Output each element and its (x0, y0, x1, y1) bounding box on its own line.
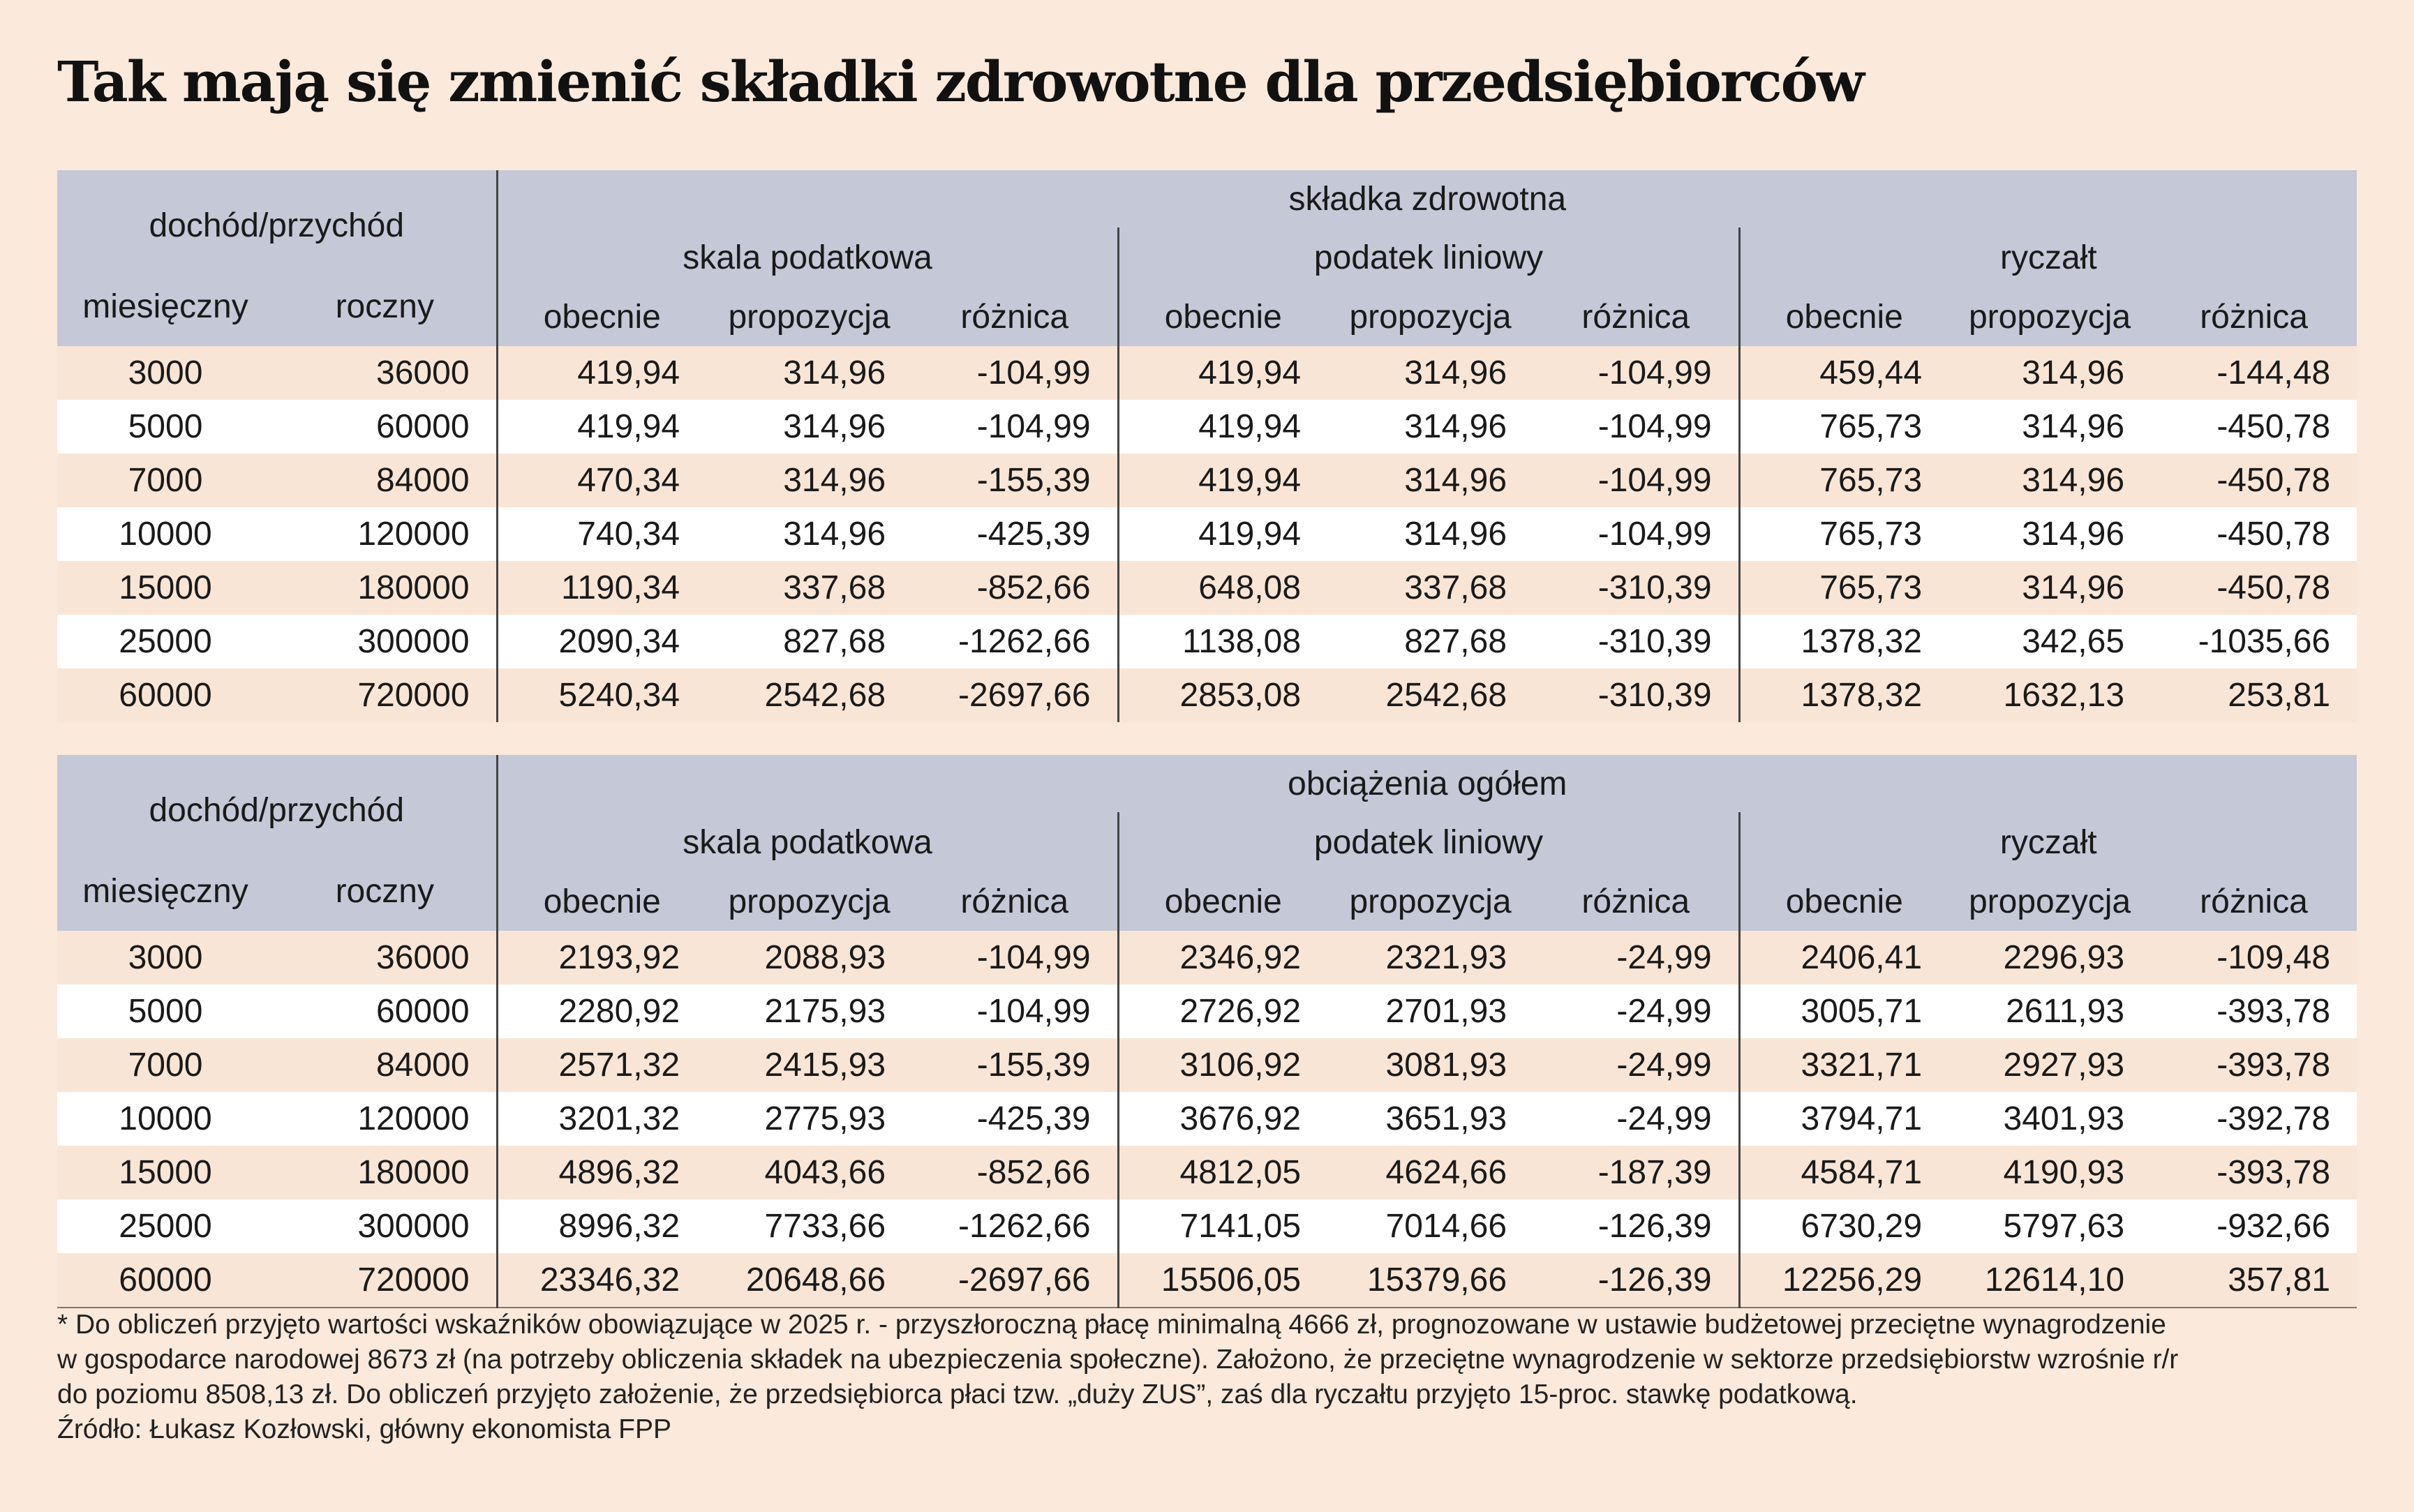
value-cell: -104,99 (912, 931, 1118, 985)
monthly-cell: 3000 (57, 931, 274, 985)
value-cell: -24,99 (1533, 1038, 1739, 1092)
income-header: dochód/przychód (57, 170, 497, 287)
value-cell: 2927,93 (1949, 1038, 2151, 1092)
yearly-cell: 120000 (274, 1092, 497, 1146)
yearly-cell: 720000 (274, 1253, 497, 1308)
value-cell: 2542,68 (706, 668, 912, 722)
value-cell: -104,99 (1533, 454, 1739, 507)
yearly-cell: 180000 (274, 561, 497, 615)
value-cell: -310,39 (1533, 615, 1739, 668)
col-propozycja: propozycja (1327, 287, 1533, 346)
monthly-cell: 60000 (57, 668, 274, 722)
value-cell: -187,39 (1533, 1146, 1739, 1199)
value-cell: 2701,93 (1327, 985, 1533, 1038)
table-row (57, 985, 2357, 1038)
value-cell: 2296,93 (1949, 931, 2151, 985)
value-cell: -1262,66 (912, 615, 1118, 668)
col-propozycja: propozycja (706, 872, 912, 931)
value-cell: -393,78 (2151, 985, 2357, 1038)
value-cell: 4190,93 (1949, 1146, 2151, 1199)
col-obecnie: obecnie (1739, 287, 1949, 346)
value-cell: -425,39 (912, 507, 1118, 561)
value-cell: 2853,08 (1118, 668, 1327, 722)
footnote-source: Źródło: Łukasz Kozłowski, główny ekonomista FPP (57, 1414, 672, 1444)
value-cell: 4584,71 (1739, 1146, 1949, 1199)
value-cell: 419,94 (497, 400, 706, 454)
value-cell: -450,78 (2151, 561, 2357, 615)
scheme-liniowy: podatek liniowy (1118, 227, 1739, 287)
value-cell: 7014,66 (1327, 1199, 1533, 1253)
value-cell: -393,78 (2151, 1038, 2357, 1092)
value-cell: -104,99 (912, 985, 1118, 1038)
value-cell: 6730,29 (1739, 1199, 1949, 1253)
value-cell: 2321,93 (1327, 931, 1533, 985)
table-row (57, 400, 2357, 454)
value-cell: 2088,93 (706, 931, 912, 985)
value-cell: 1378,32 (1739, 615, 1949, 668)
value-cell: -126,39 (1533, 1199, 1739, 1253)
value-cell: 4896,32 (497, 1146, 706, 1199)
value-cell: 15379,66 (1327, 1253, 1533, 1308)
table-row (57, 668, 2357, 722)
col-obecnie: obecnie (1118, 872, 1327, 931)
value-cell: 419,94 (1118, 400, 1327, 454)
value-cell: 740,34 (497, 507, 706, 561)
value-cell: 765,73 (1739, 561, 1949, 615)
value-cell: 3676,92 (1118, 1092, 1327, 1146)
page-title: Tak mają się zmienić składki zdrowotne dla przedsiębiorców (57, 49, 1863, 114)
scheme-skala: skala podatkowa (497, 812, 1118, 872)
scheme-ryczalt: ryczałt (1739, 227, 2357, 287)
value-cell: 12614,10 (1949, 1253, 2151, 1308)
value-cell: 3201,32 (497, 1092, 706, 1146)
value-cell: -1035,66 (2151, 615, 2357, 668)
value-cell: 7733,66 (706, 1199, 912, 1253)
value-cell: 314,96 (1327, 400, 1533, 454)
value-cell: 2542,68 (1327, 668, 1533, 722)
value-cell: 419,94 (1118, 346, 1327, 400)
value-cell: 3651,93 (1327, 1092, 1533, 1146)
value-cell: 314,96 (1327, 507, 1533, 561)
value-cell: 4812,05 (1118, 1146, 1327, 1199)
value-cell: 7141,05 (1118, 1199, 1327, 1253)
group-title: składka zdrowotna (497, 170, 2357, 227)
value-cell: -450,78 (2151, 454, 2357, 507)
value-cell: -24,99 (1533, 931, 1739, 985)
income-header: dochód/przychód (57, 755, 497, 872)
yearly-cell: 60000 (274, 400, 497, 454)
col-obecnie: obecnie (497, 872, 706, 931)
value-cell: 470,34 (497, 454, 706, 507)
total-burden-table (57, 755, 2357, 1308)
monthly-header: miesięczny (57, 287, 274, 346)
value-cell: 765,73 (1739, 507, 1949, 561)
value-cell: 419,94 (1118, 454, 1327, 507)
yearly-cell: 60000 (274, 985, 497, 1038)
col-propozycja: propozycja (1949, 872, 2151, 931)
monthly-cell: 25000 (57, 615, 274, 668)
value-cell: -104,99 (1533, 507, 1739, 561)
value-cell: -144,48 (2151, 346, 2357, 400)
value-cell: 2346,92 (1118, 931, 1327, 985)
value-cell: 2611,93 (1949, 985, 2151, 1038)
col-propozycja: propozycja (1327, 872, 1533, 931)
yearly-cell: 84000 (274, 454, 497, 507)
col-obecnie: obecnie (1739, 872, 1949, 931)
monthly-cell: 5000 (57, 400, 274, 454)
value-cell: 23346,32 (497, 1253, 706, 1308)
table-row (57, 1253, 2357, 1308)
table-row (57, 346, 2357, 400)
value-cell: 20648,66 (706, 1253, 912, 1308)
value-cell: 314,96 (706, 346, 912, 400)
value-cell: -852,66 (912, 561, 1118, 615)
value-cell: -393,78 (2151, 1146, 2357, 1199)
value-cell: -126,39 (1533, 1253, 1739, 1308)
value-cell: 2415,93 (706, 1038, 912, 1092)
value-cell: -104,99 (1533, 400, 1739, 454)
value-cell: 2571,32 (497, 1038, 706, 1092)
table-row (57, 1038, 2357, 1092)
value-cell: 314,96 (1949, 561, 2151, 615)
scheme-ryczalt: ryczałt (1739, 812, 2357, 872)
table-row (57, 931, 2357, 985)
value-cell: 8996,32 (497, 1199, 706, 1253)
yearly-header: roczny (274, 872, 497, 931)
value-cell: 3081,93 (1327, 1038, 1533, 1092)
yearly-cell: 36000 (274, 931, 497, 985)
col-roznica: różnica (1533, 287, 1739, 346)
value-cell: 1378,32 (1739, 668, 1949, 722)
value-cell: 1190,34 (497, 561, 706, 615)
col-propozycja: propozycja (1949, 287, 2151, 346)
value-cell: -24,99 (1533, 1092, 1739, 1146)
value-cell: 314,96 (706, 507, 912, 561)
footnote (57, 1308, 2360, 1447)
value-cell: -24,99 (1533, 985, 1739, 1038)
monthly-cell: 7000 (57, 1038, 274, 1092)
table-row (57, 1199, 2357, 1253)
value-cell: 4043,66 (706, 1146, 912, 1199)
value-cell: -1262,66 (912, 1199, 1118, 1253)
value-cell: 2280,92 (497, 985, 706, 1038)
value-cell: -310,39 (1533, 561, 1739, 615)
value-cell: 15506,05 (1118, 1253, 1327, 1308)
value-cell: 3005,71 (1739, 985, 1949, 1038)
value-cell: 2406,41 (1739, 931, 1949, 985)
footnote-line: * Do obliczeń przyjęto wartości wskaźników obowiązujące w 2025 r. - przyszłoroczną płacę minimalną 4666 zł, prognozowane w ustawie budżetowej przeciętne wynagrodzenie (57, 1310, 2166, 1340)
value-cell: 2175,93 (706, 985, 912, 1038)
col-roznica: różnica (912, 872, 1118, 931)
table-row (57, 454, 2357, 507)
yearly-cell: 84000 (274, 1038, 497, 1092)
monthly-cell: 25000 (57, 1199, 274, 1253)
monthly-header: miesięczny (57, 872, 274, 931)
value-cell: -2697,66 (912, 1253, 1118, 1308)
value-cell: -392,78 (2151, 1092, 2357, 1146)
value-cell: -104,99 (912, 400, 1118, 454)
col-propozycja: propozycja (706, 287, 912, 346)
health-contribution-table (57, 170, 2357, 722)
scheme-liniowy: podatek liniowy (1118, 812, 1739, 872)
value-cell: -104,99 (1533, 346, 1739, 400)
value-cell: 3794,71 (1739, 1092, 1949, 1146)
value-cell: 253,81 (2151, 668, 2357, 722)
value-cell: 2726,92 (1118, 985, 1327, 1038)
yearly-cell: 300000 (274, 1199, 497, 1253)
table-row (57, 561, 2357, 615)
value-cell: -155,39 (912, 454, 1118, 507)
scheme-skala: skala podatkowa (497, 227, 1118, 287)
value-cell: 342,65 (1949, 615, 2151, 668)
value-cell: 314,96 (1949, 454, 2151, 507)
yearly-cell: 180000 (274, 1146, 497, 1199)
yearly-cell: 120000 (274, 507, 497, 561)
value-cell: 2775,93 (706, 1092, 912, 1146)
value-cell: -310,39 (1533, 668, 1739, 722)
value-cell: 459,44 (1739, 346, 1949, 400)
value-cell: 765,73 (1739, 400, 1949, 454)
monthly-cell: 5000 (57, 985, 274, 1038)
value-cell: 314,96 (706, 400, 912, 454)
value-cell: 357,81 (2151, 1253, 2357, 1308)
value-cell: -852,66 (912, 1146, 1118, 1199)
value-cell: 314,96 (1949, 507, 2151, 561)
table-row (57, 507, 2357, 561)
value-cell: -450,78 (2151, 400, 2357, 454)
value-cell: -104,99 (912, 346, 1118, 400)
monthly-cell: 15000 (57, 1146, 274, 1199)
footnote-line: do poziomu 8508,13 zł. Do obliczeń przyjęto założenie, że przedsiębiorca płaci tzw. „duży ZUS”, zaś dla ryczałtu przyjęto 15-proc. stawkę podatkową. (57, 1379, 1858, 1409)
monthly-cell: 3000 (57, 346, 274, 400)
value-cell: 3106,92 (1118, 1038, 1327, 1092)
value-cell: 827,68 (1327, 615, 1533, 668)
yearly-cell: 36000 (274, 346, 497, 400)
table-row (57, 615, 2357, 668)
value-cell: 5240,34 (497, 668, 706, 722)
value-cell: -2697,66 (912, 668, 1118, 722)
value-cell: 5797,63 (1949, 1199, 2151, 1253)
value-cell: 419,94 (497, 346, 706, 400)
value-cell: 2090,34 (497, 615, 706, 668)
col-roznica: różnica (2151, 287, 2357, 346)
value-cell: 3401,93 (1949, 1092, 2151, 1146)
value-cell: 765,73 (1739, 454, 1949, 507)
col-roznica: różnica (2151, 872, 2357, 931)
yearly-header: roczny (274, 287, 497, 346)
value-cell: 12256,29 (1739, 1253, 1949, 1308)
value-cell: 314,96 (1327, 454, 1533, 507)
value-cell: -932,66 (2151, 1199, 2357, 1253)
value-cell: 314,96 (1327, 346, 1533, 400)
monthly-cell: 7000 (57, 454, 274, 507)
value-cell: 419,94 (1118, 507, 1327, 561)
value-cell: -155,39 (912, 1038, 1118, 1092)
col-obecnie: obecnie (497, 287, 706, 346)
value-cell: 1138,08 (1118, 615, 1327, 668)
value-cell: 314,96 (1949, 346, 2151, 400)
value-cell: 827,68 (706, 615, 912, 668)
yearly-cell: 300000 (274, 615, 497, 668)
value-cell: -450,78 (2151, 507, 2357, 561)
table-row (57, 1146, 2357, 1199)
value-cell: 337,68 (706, 561, 912, 615)
value-cell: 314,96 (1949, 400, 2151, 454)
monthly-cell: 10000 (57, 1092, 274, 1146)
value-cell: 1632,13 (1949, 668, 2151, 722)
value-cell: 2193,92 (497, 931, 706, 985)
value-cell: 337,68 (1327, 561, 1533, 615)
value-cell: -109,48 (2151, 931, 2357, 985)
value-cell: 3321,71 (1739, 1038, 1949, 1092)
table-row (57, 1092, 2357, 1146)
footnote-line: w gospodarce narodowej 8673 zł (na potrzeby obliczenia składek na ubezpieczenia społeczne). Założono, że przeciętne wynagrodzenie w sektorze przedsiębiorstw wzrośnie r/r (57, 1345, 2179, 1375)
monthly-cell: 15000 (57, 561, 274, 615)
monthly-cell: 60000 (57, 1253, 274, 1308)
col-roznica: różnica (912, 287, 1118, 346)
value-cell: -425,39 (912, 1092, 1118, 1146)
value-cell: 648,08 (1118, 561, 1327, 615)
value-cell: 314,96 (706, 454, 912, 507)
col-obecnie: obecnie (1118, 287, 1327, 346)
group-title: obciążenia ogółem (497, 755, 2357, 812)
yearly-cell: 720000 (274, 668, 497, 722)
col-roznica: różnica (1533, 872, 1739, 931)
value-cell: 4624,66 (1327, 1146, 1533, 1199)
monthly-cell: 10000 (57, 507, 274, 561)
